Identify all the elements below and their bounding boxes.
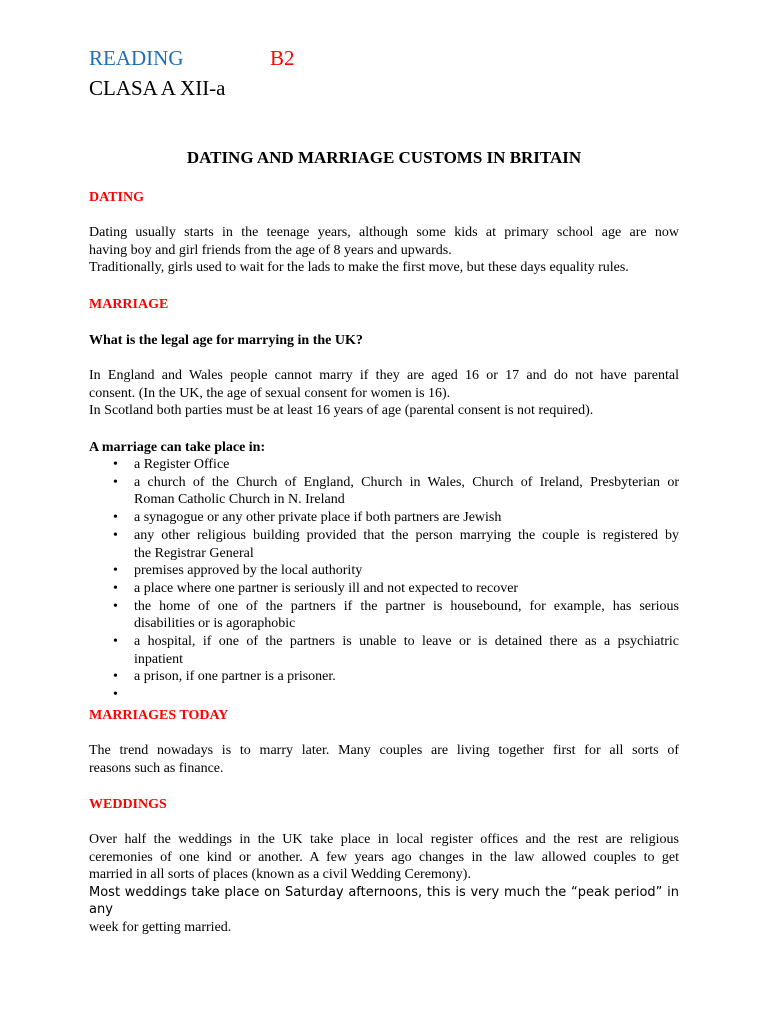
- marriage-list-heading: A marriage can take place in:: [89, 440, 266, 455]
- bullet-icon: •: [113, 598, 118, 614]
- dating-line-2: having boy and girl friends from the age of 8 years and upwards.: [89, 242, 452, 258]
- bullet-icon: •: [113, 669, 118, 685]
- list-item: [89, 527, 679, 562]
- bullet-icon: •: [113, 527, 118, 543]
- list-item: [89, 686, 679, 704]
- marriage-question: What is the legal age for marrying in the UK?: [89, 333, 363, 348]
- list-item-text: inpatient: [134, 651, 183, 667]
- list-item: [89, 456, 679, 474]
- list-item-text: Roman Catholic Church in N. Ireland: [134, 492, 345, 508]
- list-item: [89, 562, 679, 580]
- list-item-text: [134, 686, 679, 704]
- marriage-venues-list: [89, 456, 679, 704]
- document-title: DATING AND MARRIAGE CUSTOMS IN BRITAIN: [186, 148, 582, 167]
- list-item: [89, 633, 679, 668]
- list-item: [89, 509, 679, 527]
- list-item-text: a church of the Church of England, Church in Wales, Church of Ireland, Presbyterian or: [134, 474, 679, 490]
- list-item-text: the Registrar General: [134, 545, 254, 561]
- marriage-line-2: consent. (In the UK, the age of sexual consent for women is 16).: [89, 385, 451, 401]
- list-item-text: any other religious building provided that the person marrying the couple is registered by: [134, 527, 679, 543]
- list-item-text: a place where one partner is seriously ill and not expected to recover: [134, 580, 519, 596]
- marriage-paragraph: [89, 367, 679, 420]
- list-item-text: a Register Office: [134, 457, 230, 472]
- section-heading-dating: DATING: [89, 190, 144, 205]
- list-item: [89, 474, 679, 509]
- marriages-today-paragraph: [89, 742, 679, 777]
- dating-line-1: Dating usually starts in the teenage years, although some kids at primary school age are now: [89, 225, 679, 240]
- section-heading-marriage: MARRIAGE: [89, 297, 169, 312]
- weddings-line-2: ceremonies of one kind or another. A few years ago changes in the law allowed couples to get: [89, 849, 679, 865]
- list-item: [89, 668, 679, 686]
- bullet-icon: •: [113, 563, 118, 579]
- dating-paragraph: [89, 224, 679, 277]
- list-item-text: premises approved by the local authority: [134, 563, 363, 579]
- dating-line-3: Traditionally, girls used to wait for the lads to make the first move, but these days equality rules.: [89, 260, 629, 276]
- bullet-icon: •: [113, 687, 118, 703]
- reading-label: READING: [89, 46, 184, 70]
- bullet-icon: •: [113, 580, 118, 596]
- section-heading-marriages-today: MARRIAGES TODAY: [89, 708, 229, 723]
- level-label: B2: [270, 46, 295, 70]
- list-item-text: a synagogue or any other private place if both partners are Jewish: [134, 510, 502, 526]
- weddings-line-5: week for getting married.: [89, 919, 232, 935]
- bullet-icon: •: [113, 474, 118, 490]
- weddings-line-1: Over half the weddings in the UK take place in local register offices and the rest are religious: [89, 832, 679, 847]
- marriages-today-line-2: reasons such as finance.: [89, 760, 224, 776]
- list-item-text: a hospital, if one of the partners is unable to leave or is detained there as a psychiatric: [134, 634, 679, 650]
- marriages-today-line-1: The trend nowadays is to marry later. Many couples are living together first for all sorts of: [89, 743, 679, 758]
- list-item-text: a prison, if one partner is a prisoner.: [134, 669, 336, 685]
- bullet-icon: •: [113, 457, 118, 472]
- marriage-line-1: In England and Wales people cannot marry if they are aged 16 or 17 and do not have parental: [89, 368, 679, 383]
- list-item: [89, 598, 679, 633]
- list-item-text: the home of one of the partners if the partner is housebound, for example, has serious: [134, 598, 679, 614]
- weddings-line-3: married in all sorts of places (known as a civil Wedding Ceremony).: [89, 867, 471, 883]
- bullet-icon: •: [113, 634, 118, 650]
- class-label: CLASA A XII-a: [89, 76, 226, 100]
- section-heading-weddings: WEDDINGS: [89, 797, 167, 812]
- list-item: [89, 580, 679, 598]
- bullet-icon: •: [113, 510, 118, 526]
- list-item-text: disabilities or is agoraphobic: [134, 616, 296, 632]
- marriage-line-3: In Scotland both parties must be at least 16 years of age (parental consent is not required).: [89, 403, 594, 419]
- weddings-line-4: Most weddings take place on Saturday afternoons, this is very much the “peak period” in any: [89, 884, 679, 918]
- weddings-paragraph: [89, 831, 679, 937]
